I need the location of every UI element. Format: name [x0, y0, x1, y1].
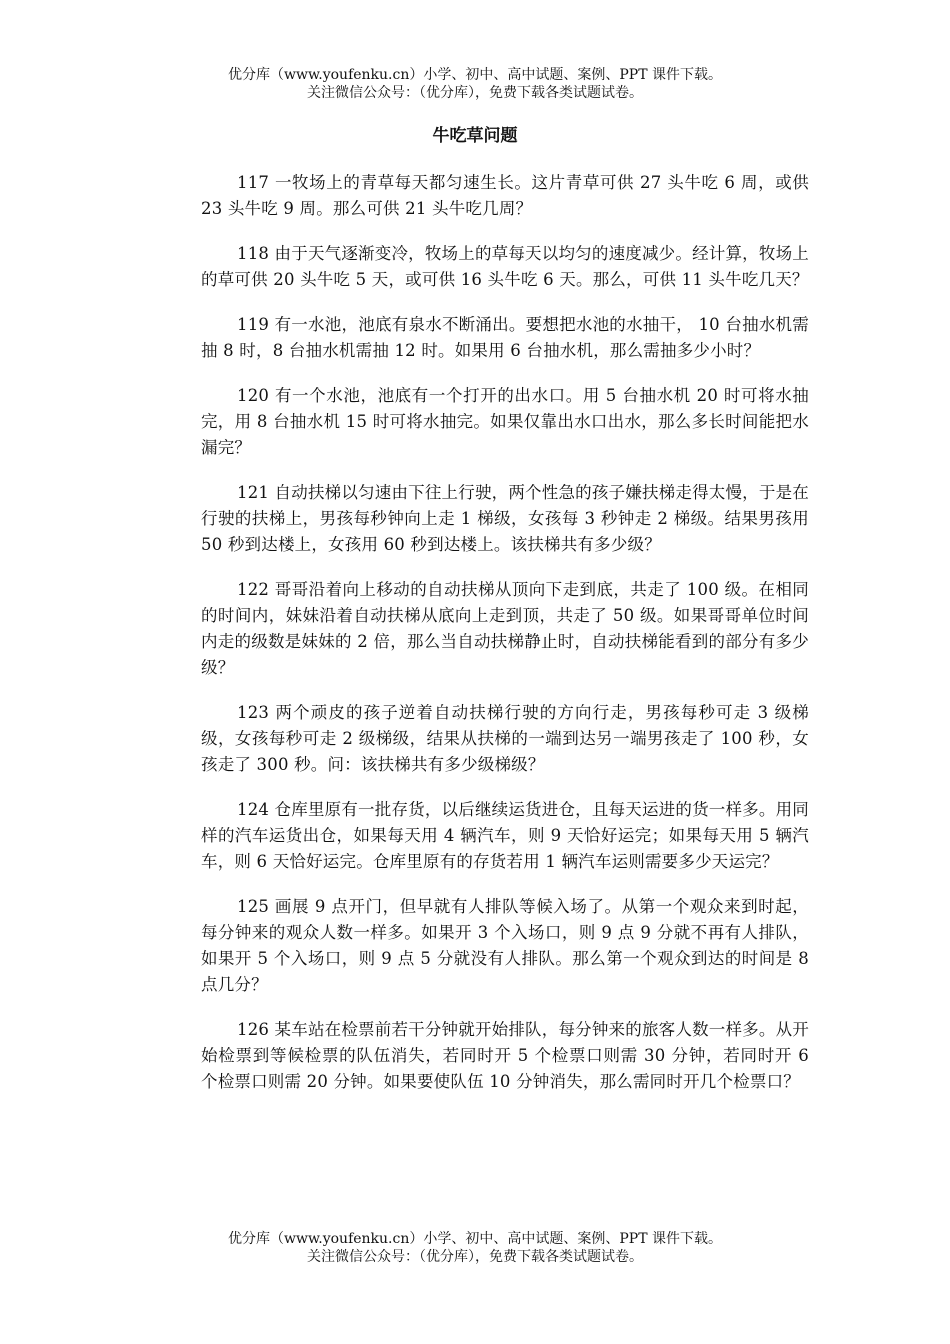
problem-121: 121 自动扶梯以匀速由下往上行驶，两个性急的孩子嫌扶梯走得太慢，于是在行驶的扶梯上，男孩每秒钟向上走 1 梯级，女孩每 3 秒钟走 2 梯级。结果男孩用 50 秒到达楼上，女孩用 60 秒到达楼上。该扶梯共有多少级？	[201, 483, 809, 554]
header-line-2: 关注微信公众号：（优分库），免费下载各类试题试卷。	[307, 85, 643, 101]
problem-123: 123 两个顽皮的孩子逆着自动扶梯行驶的方向行走，男孩每秒可走 3 级梯级，女孩每秒可走 2 级梯级，结果从扶梯的一端到达另一端男孩走了 100 秒，女孩走了 300 秒。问：该扶梯共有多少级梯级？	[201, 703, 809, 774]
footer-line-1: 优分库（www.youfenku.cn）小学、初中、高中试题、案例、PPT 课件下载。	[227, 1231, 722, 1247]
problem-120: 120 有一个水池，池底有一个打开的出水口。用 5 台抽水机 20 时可将水抽完，用 8 台抽水机 15 时可将水抽完。如果仅靠出水口出水，那么多长时间能把水漏完？	[201, 386, 809, 457]
problem-126: 126 某车站在检票前若干分钟就开始排队，每分钟来的旅客人数一样多。从开始检票到等候检票的队伍消失，若同时开 5 个检票口则需 30 分钟，若同时开 6 个检票口则需 20 分钟。如果要使队伍 10 分钟消失，那么需同时开几个检票口？	[201, 1020, 809, 1091]
problem-117: 117 一牧场上的青草每天都匀速生长。这片青草可供 27 头牛吃 6 周，或供 23 头牛吃 9 周。那么可供 21 头牛吃几周？	[201, 173, 809, 218]
problem-list	[201, 170, 809, 1114]
problem-125: 125 画展 9 点开门，但早就有人排队等候入场了。从第一个观众来到时起，每分钟来的观众人数一样多。如果开 3 个入场口，则 9 点 9 分就不再有人排队，如果开 5 个入场口，则 9 点 5 分就没有人排队。那么第一个观众到达的时间是 8 点几分？	[201, 897, 809, 994]
page-footer	[0, 1230, 950, 1266]
footer-line-2: 关注微信公众号：（优分库），免费下载各类试题试卷。	[307, 1249, 643, 1265]
problem-119: 119 有一水池，池底有泉水不断涌出。要想把水池的水抽干， 10 台抽水机需抽 8 时，8 台抽水机需抽 12 时。如果用 6 台抽水机，那么需抽多少小时？	[201, 315, 809, 360]
problem-124: 124 仓库里原有一批存货，以后继续运货进仓，且每天运进的货一样多。用同样的汽车运货出仓，如果每天用 4 辆汽车，则 9 天恰好运完；如果每天用 5 辆汽车，则 6 天恰好运完。仓库里原有的存货若用 1 辆汽车运则需要多少天运完？	[201, 800, 809, 871]
page-header	[0, 66, 950, 102]
page-title: 牛吃草问题	[432, 126, 518, 146]
problem-122: 122 哥哥沿着向上移动的自动扶梯从顶向下走到底，共走了 100 级。在相同的时间内，妹妹沿着自动扶梯从底向上走到顶，共走了 50 级。如果哥哥单位时间内走的级数是妹妹的 2 倍，那么当自动扶梯静止时，自动扶梯能看到的部分有多少级？	[201, 580, 809, 677]
problem-118: 118 由于天气逐渐变冷，牧场上的草每天以均匀的速度减少。经计算，牧场上的草可供 20 头牛吃 5 天，或可供 16 头牛吃 6 天。那么，可供 11 头牛吃几天？	[201, 244, 809, 289]
header-line-1: 优分库（www.youfenku.cn）小学、初中、高中试题、案例、PPT 课件下载。	[227, 67, 722, 83]
